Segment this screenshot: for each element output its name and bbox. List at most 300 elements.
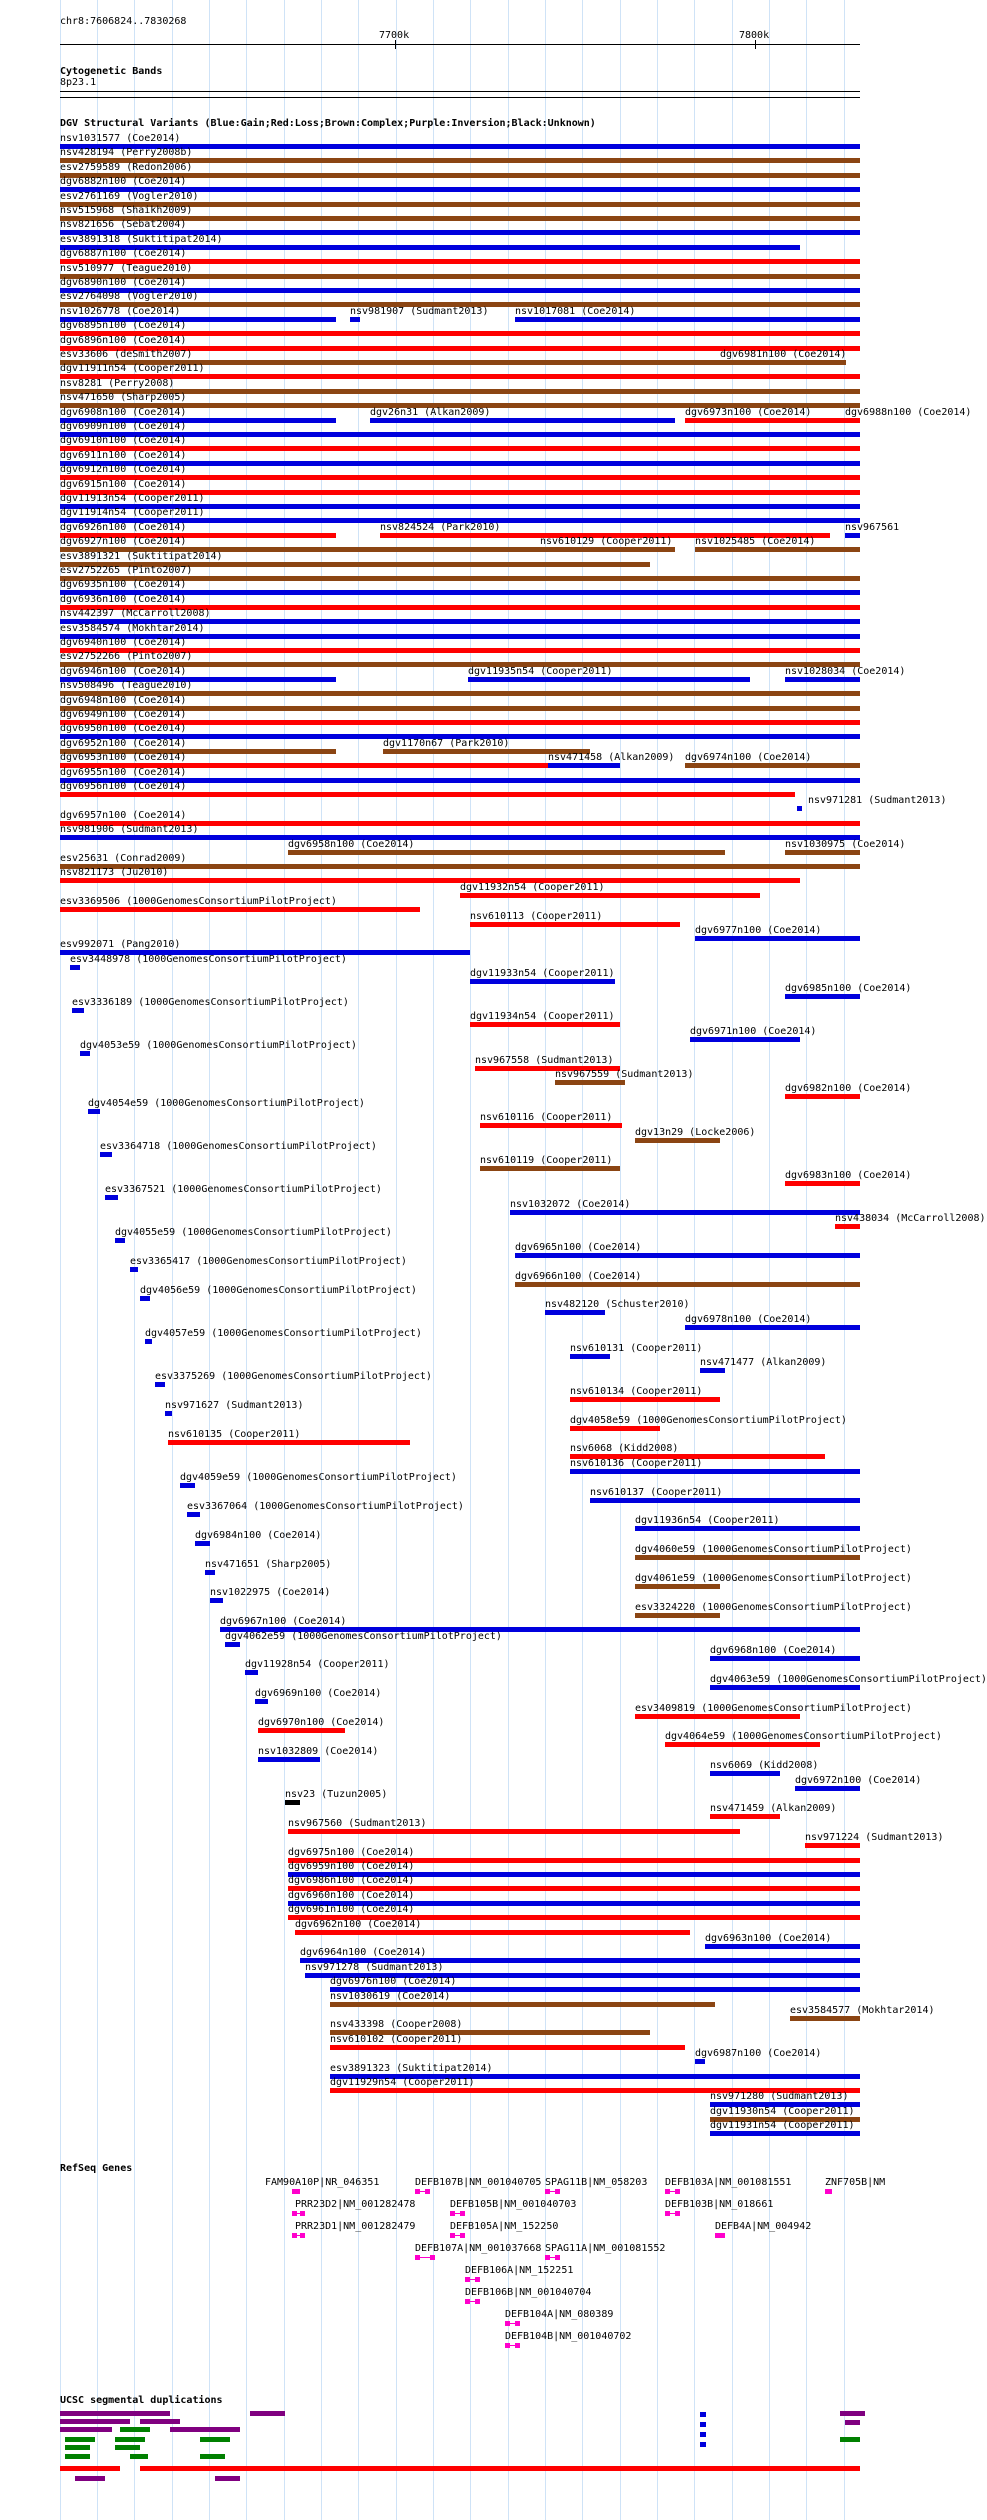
dgv-feature-label: dgv6963n100 (Coe2014): [705, 1933, 832, 1944]
dgv-feature-label: dgv4061e59 (1000GenomesConsortiumPilotProject): [635, 1573, 912, 1584]
dgv-feature-label: nsv971280 (Sudmant2013): [710, 2091, 849, 2102]
dgv-feature-label: esv3369506 (1000GenomesConsortiumPilotProject): [60, 896, 337, 907]
dgv-feature-label: esv3365417 (1000GenomesConsortiumPilotProject): [130, 1256, 407, 1267]
dgv-feature-label: nsv1028034 (Coe2014): [785, 666, 906, 677]
segdup-bar: [845, 2420, 860, 2425]
dgv-feature-bar: [700, 1368, 725, 1373]
segdup-bar: [65, 2454, 90, 2459]
dgv-feature-label: nsv610137 (Cooper2011): [590, 1487, 723, 1498]
refseq-gene-exon: [425, 2189, 430, 2194]
refseq-gene-exon: [415, 2189, 420, 2194]
dgv-feature-bar: [470, 1022, 620, 1027]
dgv-feature-label: nsv967558 (Sudmant2013): [475, 1055, 614, 1066]
refseq-gene-exon: [515, 2343, 520, 2348]
dgv-feature-label: dgv6985n100 (Coe2014): [785, 983, 912, 994]
refseq-gene-label: PRR23D1|NM_001282479: [295, 2221, 416, 2232]
dgv-feature-bar: [285, 1800, 300, 1805]
dgv-feature-label: nsv967559 (Sudmant2013): [555, 1069, 694, 1080]
segdup-bar: [60, 2466, 120, 2471]
dgv-feature-bar: [130, 1267, 138, 1272]
dgv-feature-label: dgv6912n100 (Coe2014): [60, 464, 187, 475]
dgv-feature-label: dgv1170n67 (Park2010): [383, 738, 510, 749]
dgv-feature-label: dgv26n31 (Alkan2009): [370, 407, 491, 418]
refseq-gene-exon: [475, 2277, 480, 2282]
dgv-feature-bar: [115, 1238, 125, 1243]
dgv-feature-bar: [570, 1354, 610, 1359]
ruler-tick-label: 7800k: [739, 30, 770, 41]
refseq-gene-exon: [460, 2211, 465, 2216]
dgv-feature-label: nsv471459 (Alkan2009): [710, 1803, 837, 1814]
dgv-feature-label: dgv11929n54 (Cooper2011): [330, 2077, 475, 2088]
dgv-feature-label: dgv6972n100 (Coe2014): [795, 1775, 922, 1786]
dgv-feature-bar: [785, 1181, 860, 1186]
refseq-gene-exon: [555, 2189, 560, 2194]
dgv-feature-bar: [60, 374, 860, 379]
dgv-feature-label: nsv471650 (Sharp2005): [60, 392, 187, 403]
dgv-feature-label: nsv438034 (McCarroll2008): [835, 1213, 986, 1224]
dgv-feature-label: nsv1030975 (Coe2014): [785, 839, 906, 850]
dgv-feature-label: dgv6969n100 (Coe2014): [255, 1688, 382, 1699]
dgv-feature-label: esv3367521 (1000GenomesConsortiumPilotProject): [105, 1184, 382, 1195]
dgv-feature-bar: [695, 936, 860, 941]
dgv-feature-bar: [288, 1829, 740, 1834]
dgv-feature-bar: [245, 1670, 258, 1675]
segdup-bar: [120, 2427, 150, 2432]
dgv-feature-label: nsv981907 (Sudmant2013): [350, 306, 489, 317]
dgv-feature-label: esv3409819 (1000GenomesConsortiumPilotProject): [635, 1703, 912, 1714]
dgv-feature-bar: [570, 1426, 660, 1431]
segdup-bar: [700, 2412, 706, 2417]
dgv-feature-bar: [695, 2059, 705, 2064]
dgv-feature-label: dgv6967n100 (Coe2014): [220, 1616, 347, 1627]
dgv-feature-bar: [100, 1152, 112, 1157]
dgv-feature-label: dgv6896n100 (Coe2014): [60, 335, 187, 346]
dgv-feature-bar: [470, 922, 680, 927]
dgv-feature-label: dgv11932n54 (Cooper2011): [460, 882, 605, 893]
dgv-feature-bar: [685, 763, 860, 768]
dgv-feature-label: dgv6887n100 (Coe2014): [60, 248, 187, 259]
dgv-feature-bar: [635, 1555, 860, 1560]
dgv-feature-bar: [705, 1944, 860, 1949]
refseq-gene-exon: [450, 2233, 455, 2238]
dgv-feature-bar: [665, 1742, 820, 1747]
refseq-gene-label: PRR23D2|NM_001282478: [295, 2199, 416, 2210]
dgv-feature-label: dgv6957n100 (Coe2014): [60, 810, 187, 821]
dgv-feature-label: nsv610134 (Cooper2011): [570, 1386, 703, 1397]
dgv-feature-label: dgv6958n100 (Coe2014): [288, 839, 415, 850]
dgv-feature-label: nsv471651 (Sharp2005): [205, 1559, 332, 1570]
dgv-feature-label: nsv967561: [845, 522, 900, 533]
dgv-feature-label: esv2764098 (Vogler2010): [60, 291, 199, 302]
refseq-gene-exon: [450, 2211, 455, 2216]
dgv-feature-label: esv3448978 (1000GenomesConsortiumPilotProject): [70, 954, 347, 965]
dgv-feature-label: dgv6882n100 (Coe2014): [60, 176, 187, 187]
dgv-feature-label: nsv442397 (McCarroll2008): [60, 608, 211, 619]
dgv-feature-label: nsv471458 (Alkan2009): [548, 752, 675, 763]
dgv-feature-bar: [330, 2002, 715, 2007]
dgv-feature-label: dgv4053e59 (1000GenomesConsortiumPilotProject): [80, 1040, 357, 1051]
dgv-feature-label: nsv8281 (Perry2008): [60, 378, 175, 389]
refseq-gene-exon: [505, 2321, 510, 2326]
dgv-feature-bar: [570, 1397, 720, 1402]
dgv-feature-label: esv2761169 (Vogler2010): [60, 191, 199, 202]
dgv-feature-label: nsv824524 (Park2010): [380, 522, 501, 533]
dgv-feature-bar: [685, 418, 855, 423]
dgv-feature-label: nsv482120 (Schuster2010): [545, 1299, 690, 1310]
dgv-feature-label: dgv6964n100 (Coe2014): [300, 1947, 427, 1958]
dgv-feature-label: dgv6983n100 (Coe2014): [785, 1170, 912, 1181]
dgv-feature-label: esv3367064 (1000GenomesConsortiumPilotProject): [187, 1501, 464, 1512]
segdup-bar: [700, 2442, 706, 2447]
dgv-feature-label: nsv1032072 (Coe2014): [510, 1199, 631, 1210]
dgv-feature-bar: [635, 1714, 800, 1719]
dgv-feature-label: nsv1032809 (Coe2014): [258, 1746, 379, 1757]
segdup-bar: [60, 2419, 130, 2424]
dgv-feature-bar: [785, 850, 860, 855]
dgv-feature-label: nsv23 (Tuzun2005): [285, 1789, 388, 1800]
dgv-feature-label: nsv1022975 (Coe2014): [210, 1587, 331, 1598]
dgv-feature-label: dgv6960n100 (Coe2014): [288, 1890, 415, 1901]
segdup-bar: [115, 2437, 145, 2442]
dgv-feature-label: dgv6910n100 (Coe2014): [60, 435, 187, 446]
dgv-feature-label: dgv4063e59 (1000GenomesConsortiumPilotProject): [710, 1674, 987, 1685]
dgv-feature-bar: [470, 979, 615, 984]
dgv-feature-label: dgv6908n100 (Coe2014): [60, 407, 187, 418]
refseq-gene-label: DEFB105A|NM_152250: [450, 2221, 559, 2232]
dgv-feature-label: dgv6911n100 (Coe2014): [60, 450, 187, 461]
dgv-feature-bar: [510, 1210, 860, 1215]
dgv-feature-bar: [710, 1685, 860, 1690]
dgv-feature-label: dgv6970n100 (Coe2014): [258, 1717, 385, 1728]
dgv-feature-label: dgv11934n54 (Cooper2011): [470, 1011, 615, 1022]
dgv-feature-label: nsv610136 (Cooper2011): [570, 1458, 703, 1469]
dgv-feature-label: dgv6986n100 (Coe2014): [288, 1875, 415, 1886]
dgv-feature-bar: [635, 1613, 720, 1618]
refseq-gene-exon: [827, 2189, 832, 2194]
dgv-feature-label: dgv6962n100 (Coe2014): [295, 1919, 422, 1930]
dgv-feature-bar: [195, 1541, 210, 1546]
dgv-feature-label: nsv428194 (Perry2008b): [60, 147, 193, 158]
refseq-gene-exon: [675, 2211, 680, 2216]
dgv-feature-label: dgv6973n100 (Coe2014): [685, 407, 812, 418]
refseq-gene-exon: [545, 2255, 550, 2260]
dgv-feature-bar: [60, 792, 795, 797]
segdup-bar: [700, 2422, 706, 2427]
dgv-feature-label: dgv4059e59 (1000GenomesConsortiumPilotProject): [180, 1472, 457, 1483]
dgv-feature-bar: [168, 1440, 410, 1445]
dgv-feature-label: dgv11936n54 (Cooper2011): [635, 1515, 780, 1526]
dgv-feature-label: nsv821173 (Ju2010): [60, 867, 169, 878]
dgv-feature-label: dgv6936n100 (Coe2014): [60, 594, 187, 605]
refseq-gene-exon: [505, 2343, 510, 2348]
dgv-feature-label: dgv4054e59 (1000GenomesConsortiumPilotProject): [88, 1098, 365, 1109]
dgv-feature-label: dgv6935n100 (Coe2014): [60, 579, 187, 590]
dgv-feature-bar: [845, 418, 860, 423]
dgv-feature-label: esv3891318 (Suktitipat2014): [60, 234, 223, 245]
refseq-gene-label: DEFB107A|NM_001037668: [415, 2243, 542, 2254]
dgv-feature-label: nsv610129 (Cooper2011): [540, 536, 673, 547]
dgv-feature-bar: [60, 835, 860, 840]
dgv-feature-label: dgv4060e59 (1000GenomesConsortiumPilotProject): [635, 1544, 912, 1555]
dgv-feature-label: dgv4056e59 (1000GenomesConsortiumPilotProject): [140, 1285, 417, 1296]
dgv-feature-bar: [690, 1037, 800, 1042]
dgv-feature-label: dgv13n29 (Locke2006): [635, 1127, 756, 1138]
dgv-feature-label: dgv6946n100 (Coe2014): [60, 666, 187, 677]
dgv-feature-label: dgv11931n54 (Cooper2011): [710, 2120, 855, 2131]
dgv-feature-label: dgv6977n100 (Coe2014): [695, 925, 822, 936]
dgv-feature-bar: [685, 1325, 860, 1330]
segdup-bar: [170, 2427, 240, 2432]
dgv-feature-label: nsv471477 (Alkan2009): [700, 1357, 827, 1368]
refseq-gene-exon: [675, 2189, 680, 2194]
segdup-bar: [65, 2445, 90, 2450]
segdup-bar: [60, 2427, 112, 2432]
segdup-bar: [130, 2454, 148, 2459]
dgv-feature-label: dgv6955n100 (Coe2014): [60, 767, 187, 778]
dgv-feature-bar: [140, 1296, 150, 1301]
dgv-feature-label: esv2759589 (Redon2006): [60, 162, 193, 173]
refseq-gene-exon: [295, 2189, 300, 2194]
dgv-feature-label: dgv6927n100 (Coe2014): [60, 536, 187, 547]
dgv-feature-bar: [515, 1282, 860, 1287]
dgv-feature-label: dgv4058e59 (1000GenomesConsortiumPilotProject): [570, 1415, 847, 1426]
dgv-feature-bar: [258, 1728, 345, 1733]
dgv-feature-bar: [72, 1008, 84, 1013]
dgv-feature-label: nsv610135 (Cooper2011): [168, 1429, 301, 1440]
dgv-feature-label: dgv4062e59 (1000GenomesConsortiumPilotProject): [225, 1631, 502, 1642]
dgv-feature-label: dgv11913n54 (Cooper2011): [60, 493, 205, 504]
refseq-gene-exon: [292, 2211, 297, 2216]
dgv-feature-label: dgv6982n100 (Coe2014): [785, 1083, 912, 1094]
dgv-feature-bar: [88, 1109, 100, 1114]
dgv-feature-label: dgv6987n100 (Coe2014): [695, 2048, 822, 2059]
refseq-gene-exon: [665, 2211, 670, 2216]
dgv-feature-bar: [60, 878, 800, 883]
dgv-feature-bar: [165, 1411, 172, 1416]
dgv-feature-bar: [797, 806, 802, 811]
dgv-feature-label: dgv6926n100 (Coe2014): [60, 522, 187, 533]
refseq-gene-exon: [300, 2233, 305, 2238]
dgv-feature-label: nsv1030619 (Coe2014): [330, 1991, 451, 2002]
dgv-feature-label: nsv610119 (Cooper2011): [480, 1155, 613, 1166]
dgv-feature-label: dgv4057e59 (1000GenomesConsortiumPilotProject): [145, 1328, 422, 1339]
dgv-feature-label: nsv967560 (Sudmant2013): [288, 1818, 427, 1829]
refseq-gene-label: DEFB106A|NM_152251: [465, 2265, 574, 2276]
segdup-bar: [65, 2437, 95, 2442]
dgv-feature-label: nsv971224 (Sudmant2013): [805, 1832, 944, 1843]
dgv-feature-label: nsv508496 (Teague2010): [60, 680, 193, 691]
dgv-feature-label: nsv1031577 (Coe2014): [60, 133, 181, 144]
dgv-feature-bar: [225, 1642, 240, 1647]
refseq-track-title: RefSeq Genes: [60, 2163, 133, 2174]
dgv-feature-bar: [145, 1339, 152, 1344]
dgv-feature-bar: [350, 317, 360, 322]
dgv-feature-label: nsv610102 (Cooper2011): [330, 2034, 463, 2045]
dgv-feature-bar: [548, 763, 620, 768]
dgv-feature-label: esv3364718 (1000GenomesConsortiumPilotProject): [100, 1141, 377, 1152]
dgv-feature-bar: [480, 1166, 620, 1171]
dgv-feature-label: dgv11933n54 (Cooper2011): [470, 968, 615, 979]
dgv-feature-label: esv992071 (Pang2010): [60, 939, 181, 950]
refseq-gene-label: SPAG11A|NM_001081552: [545, 2243, 666, 2254]
dgv-feature-bar: [540, 547, 675, 552]
dgv-feature-label: esv33606 (deSmith2007): [60, 349, 193, 360]
dgv-feature-label: nsv1026778 (Coe2014): [60, 306, 181, 317]
dgv-feature-label: dgv6950n100 (Coe2014): [60, 723, 187, 734]
refseq-gene-exon: [300, 2211, 305, 2216]
dgv-feature-bar: [80, 1051, 90, 1056]
dgv-feature-bar: [330, 2045, 685, 2050]
refseq-gene-label: DEFB106B|NM_001040704: [465, 2287, 592, 2298]
refseq-gene-exon: [665, 2189, 670, 2194]
ruler-axis: [60, 44, 860, 45]
dgv-feature-label: nsv981906 (Sudmant2013): [60, 824, 199, 835]
dgv-feature-label: nsv971627 (Sudmant2013): [165, 1400, 304, 1411]
dgv-feature-label: nsv971281 (Sudmant2013): [808, 795, 947, 806]
refseq-gene-label: DEFB104B|NM_001040702: [505, 2331, 632, 2342]
dgv-feature-bar: [710, 1771, 780, 1776]
dgv-feature-label: nsv1017081 (Coe2014): [515, 306, 636, 317]
dgv-feature-bar: [460, 893, 760, 898]
dgv-feature-label: esv2752266 (Pinto2007): [60, 651, 193, 662]
refseq-gene-label: DEFB104A|NM_080389: [505, 2309, 614, 2320]
segdup-bar: [115, 2445, 140, 2450]
refseq-gene-label: ZNF705B|NM: [825, 2177, 886, 2188]
dgv-feature-label: esv3891321 (Suktitipat2014): [60, 551, 223, 562]
dgv-feature-label: nsv6069 (Kidd2008): [710, 1760, 819, 1771]
dgv-feature-bar: [105, 1195, 118, 1200]
dgv-feature-label: dgv4055e59 (1000GenomesConsortiumPilotProject): [115, 1227, 392, 1238]
dgv-feature-bar: [785, 1094, 860, 1099]
dgv-feature-bar: [187, 1512, 200, 1517]
refseq-gene-label: DEFB103B|NM_018661: [665, 2199, 774, 2210]
dgv-track-title: DGV Structural Variants (Blue:Gain;Red:Loss;Brown:Complex;Purple:Inversion;Black:Unknown): [60, 118, 596, 129]
dgv-feature-label: dgv6909n100 (Coe2014): [60, 421, 187, 432]
ruler-tick: [395, 40, 396, 49]
dgv-feature-label: dgv6965n100 (Coe2014): [515, 1242, 642, 1253]
dgv-feature-label: dgv6940n100 (Coe2014): [60, 637, 187, 648]
refseq-gene-label: SPAG11B|NM_058203: [545, 2177, 648, 2188]
dgv-feature-label: nsv821656 (Sebat2004): [60, 219, 187, 230]
dgv-feature-bar: [835, 1224, 860, 1229]
refseq-gene-exon: [465, 2277, 470, 2282]
dgv-feature-bar: [295, 1930, 690, 1935]
refseq-gene-label: DEFB105B|NM_001040703: [450, 2199, 577, 2210]
dgv-feature-bar: [720, 360, 846, 365]
segdup-bar: [840, 2411, 865, 2416]
dgv-feature-label: nsv610116 (Cooper2011): [480, 1112, 613, 1123]
dgv-feature-bar: [60, 864, 860, 869]
ruler-tick: [755, 40, 756, 49]
dgv-feature-bar: [480, 1123, 622, 1128]
refseq-gene-exon: [415, 2255, 420, 2260]
dgv-feature-bar: [710, 1814, 780, 1819]
dgv-feature-bar: [555, 1080, 625, 1085]
dgv-feature-bar: [545, 1310, 605, 1315]
segdup-bar: [75, 2476, 105, 2481]
dgv-feature-label: dgv6953n100 (Coe2014): [60, 752, 187, 763]
dgv-feature-bar: [288, 850, 725, 855]
dgv-feature-label: dgv6981n100 (Coe2014): [720, 349, 847, 360]
refseq-gene-exon: [545, 2189, 550, 2194]
locus-label: chr8:7606824..7830268: [60, 16, 187, 27]
dgv-feature-label: nsv515968 (Shaikh2009): [60, 205, 193, 216]
cytoband-line-top: [60, 91, 860, 92]
segdup-bar: [140, 2466, 860, 2471]
dgv-feature-label: nsv510977 (Teague2010): [60, 263, 193, 274]
dgv-feature-bar: [468, 677, 750, 682]
dgv-feature-label: dgv6975n100 (Coe2014): [288, 1847, 415, 1858]
refseq-gene-label: DEFB4A|NM_004942: [715, 2221, 812, 2232]
dgv-feature-bar: [785, 677, 860, 682]
refseq-gene-exon: [720, 2233, 725, 2238]
dgv-feature-label: nsv6068 (Kidd2008): [570, 1443, 679, 1454]
dgv-feature-label: dgv11928n54 (Cooper2011): [245, 1659, 390, 1670]
dgv-feature-bar: [515, 317, 860, 322]
dgv-feature-label: esv3375269 (1000GenomesConsortiumPilotProject): [155, 1371, 432, 1382]
segdup-bar: [140, 2419, 180, 2424]
dgv-feature-bar: [205, 1570, 215, 1575]
dgv-feature-label: dgv6984n100 (Coe2014): [195, 1530, 322, 1541]
refseq-gene-label: DEFB107B|NM_001040705: [415, 2177, 542, 2188]
dgv-feature-label: esv3584574 (Mokhtar2014): [60, 623, 205, 634]
dgv-feature-label: dgv6895n100 (Coe2014): [60, 320, 187, 331]
dgv-feature-bar: [805, 1843, 860, 1848]
refseq-gene-exon: [460, 2233, 465, 2238]
dgv-feature-label: dgv6949n100 (Coe2014): [60, 709, 187, 720]
cytoband-track-title: Cytogenetic Bands: [60, 66, 163, 77]
dgv-feature-label: nsv1025485 (Coe2014): [695, 536, 816, 547]
cytoband-line-bottom: [60, 97, 860, 98]
dgv-feature-label: dgv6988n100 (Coe2014): [845, 407, 972, 418]
dgv-feature-label: dgv11935n54 (Cooper2011): [468, 666, 613, 677]
dgv-feature-bar: [210, 1598, 223, 1603]
segdup-bar: [215, 2476, 240, 2481]
dgv-feature-label: esv3891323 (Suktitipat2014): [330, 2063, 493, 2074]
dgv-feature-label: dgv6978n100 (Coe2014): [685, 1314, 812, 1325]
dgv-feature-bar: [695, 547, 860, 552]
dgv-feature-label: esv2752265 (Pinto2007): [60, 565, 193, 576]
cytoband-label: 8p23.1: [60, 77, 97, 88]
dgv-feature-label: dgv6961n100 (Coe2014): [288, 1904, 415, 1915]
refseq-gene-exon: [555, 2255, 560, 2260]
dgv-feature-bar: [258, 1757, 320, 1762]
refseq-gene-label: DEFB103A|NM_001081551: [665, 2177, 792, 2188]
dgv-feature-label: dgv6959n100 (Coe2014): [288, 1861, 415, 1872]
dgv-feature-label: nsv433398 (Cooper2008): [330, 2019, 463, 2030]
ruler-tick-label: 7700k: [379, 30, 410, 41]
segdup-bar: [840, 2437, 860, 2442]
refseq-gene-exon: [292, 2233, 297, 2238]
refseq-gene-exon: [465, 2299, 470, 2304]
segdup-bar: [250, 2411, 285, 2416]
refseq-gene-label: FAM90A10P|NR_046351: [265, 2177, 380, 2188]
dgv-feature-label: dgv6968n100 (Coe2014): [710, 1645, 837, 1656]
dgv-feature-bar: [795, 1786, 860, 1791]
segdup-bar: [60, 2411, 170, 2416]
segdup-bar: [700, 2432, 706, 2437]
dgv-feature-label: dgv11930n54 (Cooper2011): [710, 2106, 855, 2117]
dgv-feature-label: esv3324220 (1000GenomesConsortiumPilotProject): [635, 1602, 912, 1613]
dgv-feature-bar: [60, 907, 420, 912]
segdup-track-title: UCSC segmental duplications: [60, 2395, 223, 2406]
dgv-feature-label: nsv610113 (Cooper2011): [470, 911, 603, 922]
dgv-feature-bar: [255, 1699, 268, 1704]
dgv-feature-label: dgv6974n100 (Coe2014): [685, 752, 812, 763]
dgv-feature-bar: [635, 1138, 720, 1143]
dgv-feature-label: nsv971278 (Sudmant2013): [305, 1962, 444, 1973]
dgv-feature-label: esv3584577 (Mokhtar2014): [790, 2005, 935, 2016]
